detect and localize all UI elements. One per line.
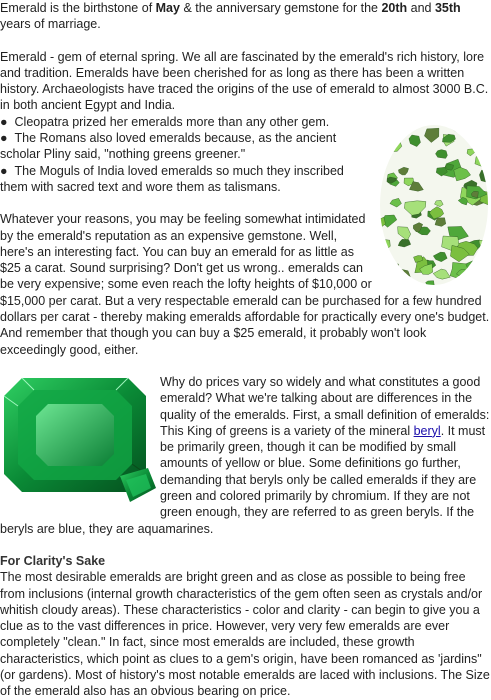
rough-stone	[479, 170, 490, 182]
rough-emeralds-image	[378, 124, 490, 286]
rough-stone	[378, 143, 388, 160]
bullet-2: ● The Romans also loved emeralds because, as the ancient scholar Pliny said, "nothing greens greener."	[0, 131, 337, 162]
intro-paragraph: Emerald is the birthstone of May & the anniversary gemstone for the 20th and 35th years of marriage.	[0, 1, 461, 32]
clarity-paragraph: The most desirable emeralds are bright green and as close as possible to being free from inclusions (internal growth characteristics of the gem often seen as crystals and/or whitish cloudy areas). These characteristics - color and clarity - can begin to give you a clue as to the vast differences in price. However, very very few emeralds are ever completely "clean." In fact, since most emeralds are included, these growth characteristics, which point as clues to a gem's origin, have been romanced as 'jardins" (or gardens). Most of history's most notable emeralds are laced with inclusions. The Size of the emerald also has an obvious bearing on price.	[0, 570, 490, 699]
rough-stone	[474, 130, 483, 140]
rough-stone	[475, 156, 489, 166]
bullet-1: ● Cleopatra prized her emeralds more than any other gem.	[0, 114, 330, 129]
birth-month: May	[155, 1, 180, 15]
rough-stone	[426, 280, 435, 285]
rough-stone	[462, 271, 470, 278]
anniversary-20: 20th	[381, 1, 408, 15]
rough-stone	[383, 262, 399, 277]
beryl-link[interactable]: beryl	[413, 423, 441, 438]
price-paragraph: Whatever your reasons, you may be feeling somewhat intimidated by the emerald's reputation as an expensive gemstone. Well, here's an interesting fact. You can buy an emerald for as little as $25 a carat. Sound surprising? Don't get us wrong.. emeralds can be very expensive; some even reach the lofty heights of $10,000 or $15,000 per carat. But a very respectable emerald can be purchased for a few hundred dollars per carat - thereby making emeralds affordable for practically every one's budget. And remember that though you can buy a $25 emerald, it probably won't look exceedingly good, either.	[0, 212, 490, 357]
rough-stone	[378, 239, 390, 249]
rough-stone	[389, 124, 400, 133]
quality-paragraph: Why do prices vary so widely and what constitutes a good emerald? What we're talking about are differences in the quality of the emeralds. First, a small definition of emeralds: This King of greens is a variety of the mineral beryl. It must be primarily green, though it can be modified by small amounts of yellow or blue. Some definitions go further, demanding that beryls only be called emeralds if they are green and colored primarily by chromium. If they are not green enough, they are referred to as green beryls. If the beryls are blue, they are aquamarines.	[0, 374, 490, 536]
clarity-heading: For Clarity's Sake	[0, 553, 106, 568]
history-paragraph: Emerald - gem of eternal spring. We all are fascinated by the emerald's rich history, lore and tradition. Emeralds have been cherished for as long as there has been a written history. Archaeologists have traced the origins of the use of emerald to almost 3000 B.C. in both ancient Egypt and India.	[0, 49, 489, 113]
rough-stone	[402, 124, 417, 131]
cut-emerald-image	[0, 376, 156, 504]
rough-stone	[472, 124, 490, 133]
rough-stone	[392, 269, 411, 282]
rough-stone	[380, 275, 398, 286]
rough-stone	[468, 136, 477, 142]
rough-stone	[405, 124, 416, 130]
anniversary-35: 35th	[434, 1, 461, 15]
bullet-3: ● The Moguls of India loved emeralds so much they inscribed them with sacred text and wore them as talismans.	[0, 163, 344, 194]
rough-stone	[479, 240, 489, 247]
